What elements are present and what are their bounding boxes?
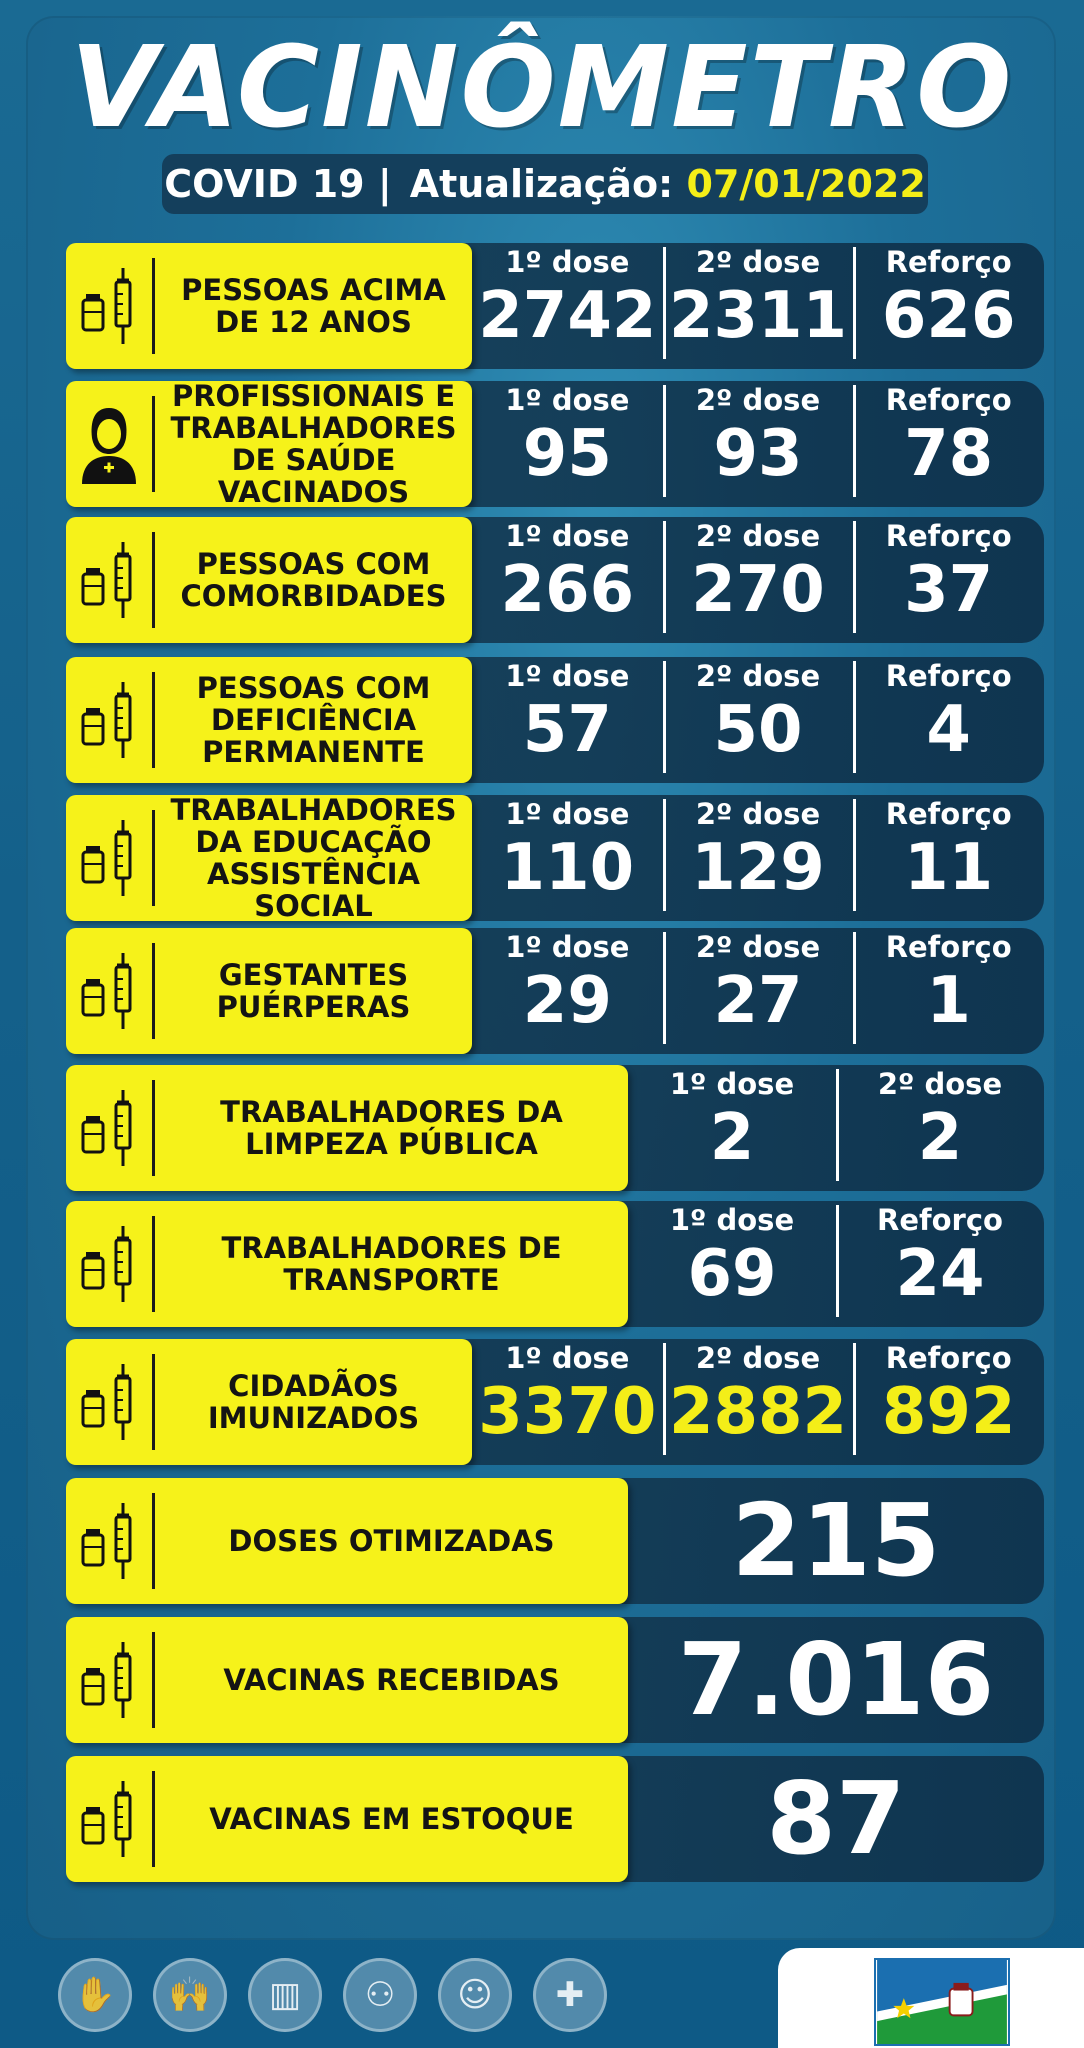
dose-column: [836, 1065, 1044, 1191]
dose-value: 24: [895, 1237, 985, 1311]
hand-sanitizer-icon: ▥: [248, 1958, 322, 2032]
update-date: 07/01/2022: [686, 162, 926, 206]
stat-row: [66, 243, 1044, 369]
dose-stats: [452, 243, 1044, 369]
dose-value: 892: [881, 1375, 1016, 1449]
category-card: [66, 795, 472, 921]
dose-header: 2º dose: [695, 1341, 821, 1375]
category-label: PESSOAS ACIMA DE 12 ANOS: [181, 273, 446, 339]
dose-header: 2º dose: [695, 659, 821, 693]
dose-header: 2º dose: [695, 519, 821, 553]
dose-column: [663, 517, 854, 643]
prevention-icons: [58, 1958, 607, 2032]
health-worker-icon: [66, 381, 152, 507]
category-card: [66, 1756, 628, 1882]
dose-value: 93: [713, 417, 803, 491]
dose-value: 4: [926, 693, 971, 767]
category-label: VACINAS EM ESTOQUE: [209, 1802, 574, 1836]
dose-column: [663, 657, 854, 783]
vaccine-vial-syringe-icon: [66, 657, 152, 783]
stat-row: [66, 1339, 1044, 1465]
dose-stats: [608, 1065, 1044, 1191]
dose-value: 57: [522, 693, 612, 767]
category-label: DOSES OTIMIZADAS: [228, 1524, 555, 1558]
dose-value: 1: [926, 964, 971, 1038]
dose-value: 37: [904, 553, 994, 627]
municipal-flag-box: [778, 1948, 1084, 2048]
category-card: [66, 1339, 472, 1465]
dose-column: [472, 243, 663, 369]
dose-value: 2: [709, 1101, 755, 1175]
dose-stats: [608, 1756, 1044, 1882]
vaccine-vial-syringe-icon: [66, 1617, 152, 1743]
dose-header: Reforço: [885, 659, 1012, 693]
category-label: PESSOAS COM DEFICIÊNCIA PERMANENTE: [196, 671, 431, 769]
dose-column: [663, 795, 854, 921]
dose-header: Reforço: [885, 797, 1012, 831]
dose-header: 1º dose: [505, 659, 630, 693]
stat-row: [66, 1617, 1044, 1743]
dose-stats: [608, 1478, 1044, 1604]
dose-stats: [608, 1617, 1044, 1743]
dose-column: [663, 243, 854, 369]
dose-value: 2311: [668, 279, 848, 353]
stat-row: [66, 1478, 1044, 1604]
stat-row: [66, 1065, 1044, 1191]
dose-column: [853, 657, 1044, 783]
spray-sanitizer-icon: ✚: [533, 1958, 607, 2032]
no-crowd-icon: ⚇: [343, 1958, 417, 2032]
total-value: 87: [766, 1760, 906, 1877]
no-handshake-icon: ✋: [58, 1958, 132, 2032]
dose-column: [853, 795, 1044, 921]
category-label: TRABALHADORES DA EDUCAÇÃO ASSISTÊNCIA SOCIAL: [170, 793, 457, 923]
vaccine-vial-syringe-icon: [66, 1756, 152, 1882]
dose-header: 2º dose: [695, 383, 821, 417]
vaccine-vial-syringe-icon: [66, 1065, 152, 1191]
dose-column: [853, 243, 1044, 369]
category-label: PESSOAS COM COMORBIDADES: [180, 547, 447, 613]
dose-column: [628, 1201, 836, 1327]
dose-column: [663, 381, 854, 507]
dose-stats: [452, 657, 1044, 783]
dose-header: 2º dose: [695, 930, 821, 964]
dose-value: 3370: [478, 1375, 657, 1449]
update-text: Atualização:: [409, 162, 674, 206]
dose-stats: [452, 517, 1044, 643]
vaccine-vial-syringe-icon: [66, 243, 152, 369]
dose-column: [472, 657, 663, 783]
dose-value: 129: [691, 831, 825, 905]
stat-row: [66, 1756, 1044, 1882]
dose-stats: [452, 381, 1044, 507]
stat-row: [66, 928, 1044, 1054]
category-label: CIDADÃOS IMUNIZADOS: [207, 1369, 420, 1435]
dose-header: 1º dose: [669, 1203, 795, 1237]
dose-value: 95: [522, 417, 612, 491]
dose-header: Reforço: [885, 245, 1012, 279]
dose-header: Reforço: [885, 383, 1012, 417]
category-label: TRABALHADORES DA LIMPEZA PÚBLICA: [220, 1095, 563, 1161]
dose-value: 2882: [668, 1375, 848, 1449]
dose-column: [663, 928, 854, 1054]
dose-stats: [608, 1201, 1044, 1327]
covid-label: COVID 19 |: [164, 162, 392, 206]
dose-column: [853, 517, 1044, 643]
wash-hands-icon: 🙌: [153, 1958, 227, 2032]
dose-column: [853, 928, 1044, 1054]
dose-column: [853, 1339, 1044, 1465]
dose-column: [472, 795, 663, 921]
dose-column: [472, 928, 663, 1054]
dose-header: Reforço: [885, 930, 1012, 964]
dose-value: 69: [687, 1237, 777, 1311]
category-card: [66, 517, 472, 643]
dose-value: 110: [500, 831, 635, 905]
dose-header: 1º dose: [505, 1341, 630, 1375]
dose-value: 270: [691, 553, 825, 627]
update-label: [410, 162, 926, 206]
stat-row: [66, 657, 1044, 783]
vaccine-vial-syringe-icon: [66, 1339, 152, 1465]
stat-row: [66, 381, 1044, 507]
dose-header: Reforço: [877, 1203, 1003, 1237]
vaccine-vial-syringe-icon: [66, 517, 152, 643]
vaccine-vial-syringe-icon: [66, 795, 152, 921]
dose-header: 2º dose: [877, 1067, 1003, 1101]
face-mask-icon: ☺: [438, 1958, 512, 2032]
dose-header: 1º dose: [505, 797, 630, 831]
vaccine-vial-syringe-icon: [66, 1201, 152, 1327]
dose-header: 1º dose: [505, 930, 630, 964]
dose-stats: [452, 928, 1044, 1054]
dose-header: 2º dose: [695, 245, 821, 279]
dose-column: [472, 381, 663, 507]
dose-column: [663, 1339, 854, 1465]
total-value: 7.016: [677, 1621, 995, 1738]
dose-header: Reforço: [885, 1341, 1012, 1375]
vaccine-vial-syringe-icon: [66, 1478, 152, 1604]
dose-value: 29: [522, 964, 612, 1038]
category-card: [66, 1201, 628, 1327]
category-label: TRABALHADORES DE TRANSPORTE: [221, 1231, 562, 1297]
dose-value: 11: [904, 831, 994, 905]
municipal-flag-icon: [874, 1958, 1010, 2046]
category-card: [66, 657, 472, 783]
category-card: [66, 1617, 628, 1743]
dose-value: 27: [713, 964, 803, 1038]
dose-header: 1º dose: [669, 1067, 795, 1101]
category-card: [66, 1478, 628, 1604]
dose-header: Reforço: [885, 519, 1012, 553]
dose-value: 78: [904, 417, 994, 491]
dose-value: 50: [713, 693, 803, 767]
category-card: [66, 928, 472, 1054]
stat-row: [66, 795, 1044, 921]
category-card: [66, 243, 472, 369]
dose-value: 626: [881, 279, 1016, 353]
dose-column: [853, 381, 1044, 507]
dose-stats: [452, 795, 1044, 921]
dose-header: 1º dose: [505, 519, 630, 553]
dose-value: 2742: [478, 279, 657, 353]
total-value: 215: [731, 1482, 941, 1599]
dose-value: 266: [500, 553, 635, 627]
category-card: [66, 381, 472, 507]
dose-header: 1º dose: [505, 245, 630, 279]
dose-column: [628, 1065, 836, 1191]
stat-row: [66, 517, 1044, 643]
category-card: [66, 1065, 628, 1191]
dose-column: [836, 1201, 1044, 1327]
stat-row: [66, 1201, 1044, 1327]
category-label: PROFISSIONAIS E TRABALHADORES DE SAÚDE VACINADOS: [170, 379, 457, 509]
dose-header: 1º dose: [505, 383, 630, 417]
page-title: VACINÔMETRO: [70, 23, 1014, 153]
update-bar: [162, 154, 928, 214]
vaccine-vial-syringe-icon: [66, 928, 152, 1054]
category-label: VACINAS RECEBIDAS: [223, 1663, 560, 1697]
dose-header: 2º dose: [695, 797, 821, 831]
dose-column: [472, 1339, 663, 1465]
dose-column: [472, 517, 663, 643]
category-label: GESTANTES PUÉRPERAS: [216, 958, 411, 1024]
dose-stats: [452, 1339, 1044, 1465]
dose-value: 2: [917, 1101, 963, 1175]
